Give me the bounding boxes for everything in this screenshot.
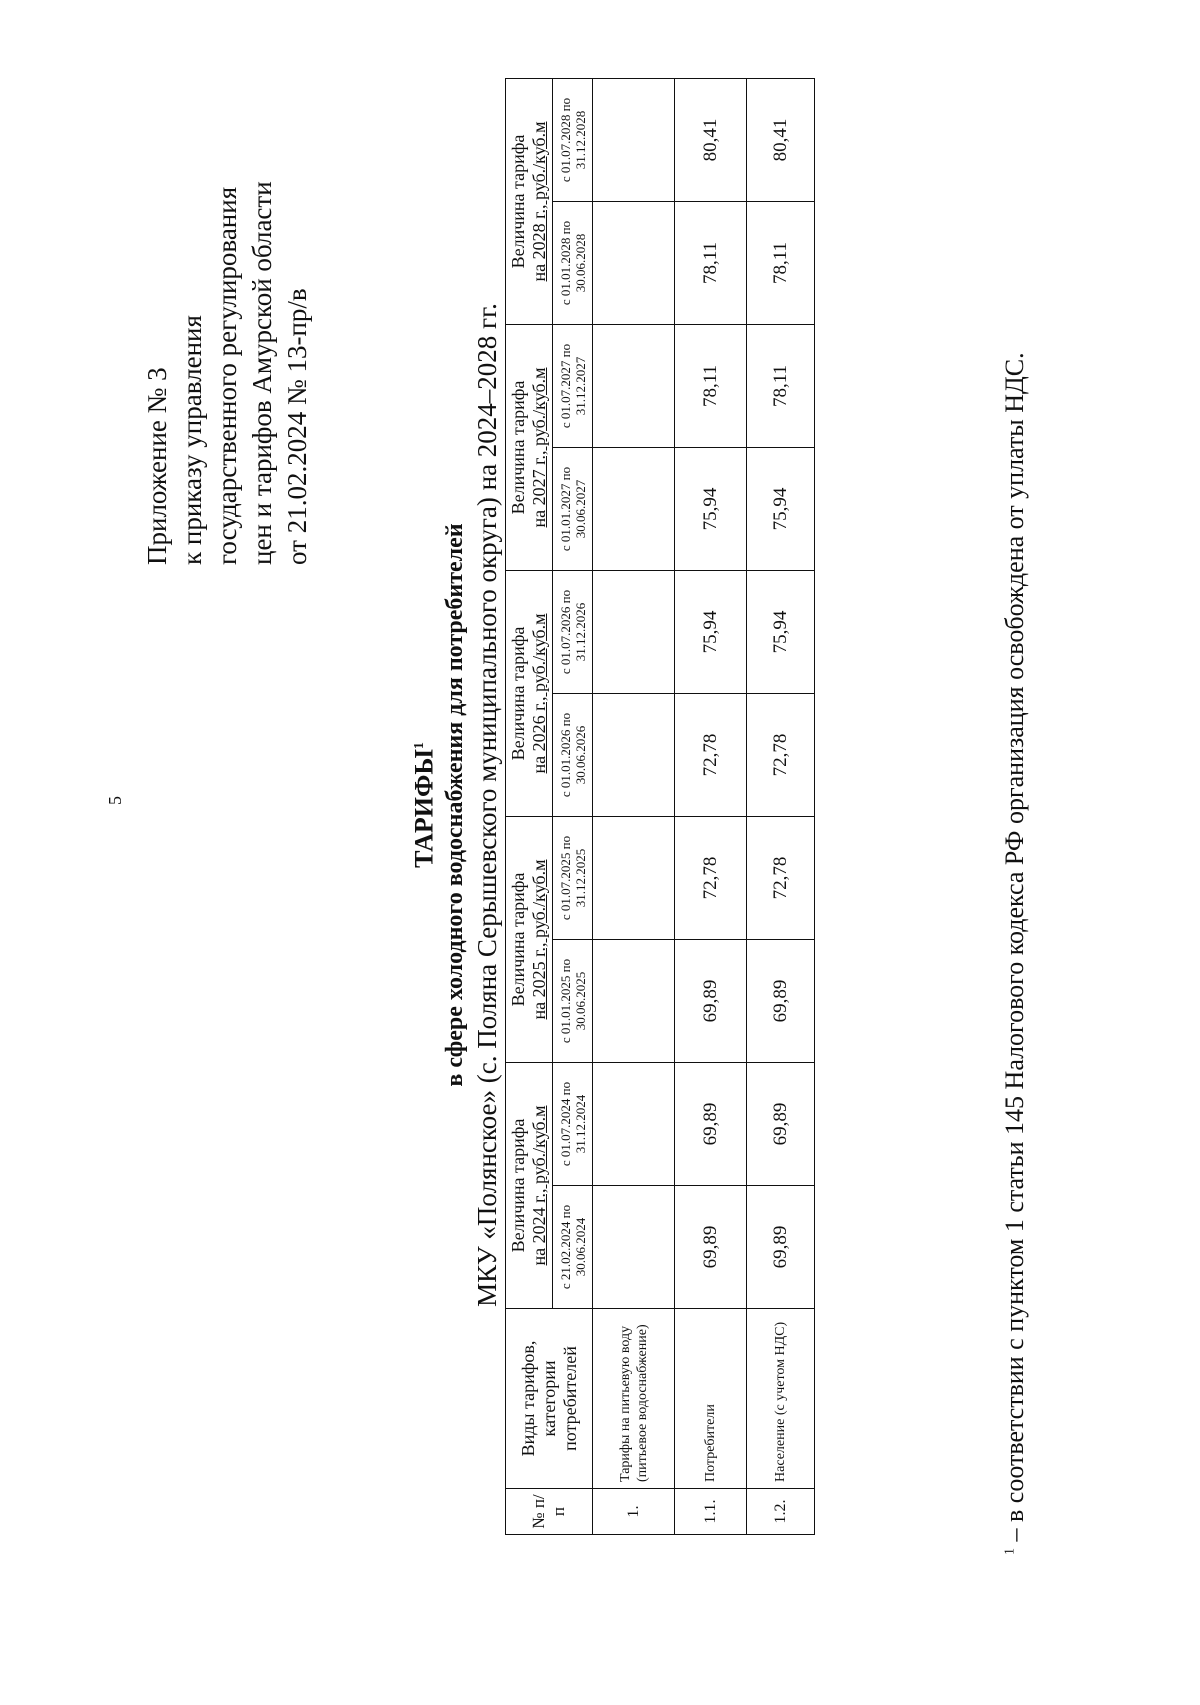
- header-period: с 21.02.2024 по 30.06.2024: [553, 1186, 593, 1309]
- row-value: 72,78: [747, 817, 815, 940]
- row-value: [593, 202, 675, 325]
- row-value: 75,94: [747, 571, 815, 694]
- header-period: с 01.01.2028 по 30.06.2028: [553, 202, 593, 325]
- title-main: [405, 45, 440, 1565]
- row-value: [593, 325, 675, 448]
- approval-line: цен и тарифов Амурской области: [247, 181, 277, 565]
- row-value: [593, 1186, 675, 1309]
- row-value: 78,11: [747, 202, 815, 325]
- header-period: с 01.07.2028 по 31.12.2028: [553, 79, 593, 202]
- row-name: Потребители: [675, 1309, 747, 1489]
- header-period: с 01.01.2026 по 30.06.2026: [553, 694, 593, 817]
- row-value: 72,78: [747, 694, 815, 817]
- page-number: 5: [105, 796, 125, 805]
- header-year-2027: Величина тарифа на 2027 г., руб./куб.м: [506, 325, 553, 571]
- row-number: 1.: [593, 1489, 675, 1535]
- header-num: № п/п: [506, 1489, 593, 1535]
- header-row-years: [506, 79, 553, 1535]
- approval-line: от 21.02.2024 № 13-пр/в: [282, 288, 312, 565]
- row-value: 78,11: [675, 202, 747, 325]
- document-title: [405, 45, 504, 1565]
- header-period: с 01.07.2025 по 31.12.2025: [553, 817, 593, 940]
- row-value: 80,41: [675, 79, 747, 202]
- approval-line: государственного регулирования: [212, 186, 242, 565]
- tariff-table: [505, 78, 815, 1535]
- row-value: 69,89: [747, 940, 815, 1063]
- row-value: 75,94: [675, 448, 747, 571]
- footnote: [1000, 352, 1030, 1555]
- row-value: 80,41: [747, 79, 815, 202]
- row-value: 72,78: [675, 694, 747, 817]
- row-name: Население (с учетом НДС): [747, 1309, 815, 1489]
- title-footnote-mark: 1: [412, 742, 427, 750]
- row-value: [593, 940, 675, 1063]
- approval-block: [140, 181, 315, 565]
- header-period: с 01.07.2027 по 31.12.2027: [553, 325, 593, 448]
- row-value: 69,89: [675, 940, 747, 1063]
- header-year-2024: Величина тарифа на 2024 г., руб./куб.м: [506, 1063, 553, 1309]
- row-value: 72,78: [675, 817, 747, 940]
- row-value: [593, 571, 675, 694]
- row-value: 69,89: [747, 1186, 815, 1309]
- row-value: 75,94: [747, 448, 815, 571]
- title-organization: МКУ «Полянское» (с. Поляна Серышевского муниципального округа) на 2024–2028 гг.: [471, 303, 502, 1307]
- row-value: 69,89: [747, 1063, 815, 1186]
- row-number: 1.1.: [675, 1489, 747, 1535]
- title-text: ТАРИФЫ: [409, 749, 439, 868]
- table-row: [675, 79, 747, 1535]
- header-period: с 01.07.2026 по 31.12.2026: [553, 571, 593, 694]
- header-period: с 01.01.2025 по 30.06.2025: [553, 940, 593, 1063]
- header-year-2026: Величина тарифа на 2026 г., руб./куб.м: [506, 571, 553, 817]
- header-year-2025: Величина тарифа на 2025 г., руб./куб.м: [506, 817, 553, 1063]
- row-value: [593, 817, 675, 940]
- header-period: с 01.01.2027 по 30.06.2027: [553, 448, 593, 571]
- title-subline: в сфере холодного водоснабжения для потребителей: [441, 523, 468, 1087]
- table-row: [593, 79, 675, 1535]
- header-year-2028: Величина тарифа на 2028 г., руб./куб.м: [506, 79, 553, 325]
- row-value: 69,89: [675, 1063, 747, 1186]
- row-value: 75,94: [675, 571, 747, 694]
- approval-line: Приложение № 3: [142, 367, 172, 565]
- row-value: [593, 448, 675, 571]
- row-value: [593, 1063, 675, 1186]
- row-name: Тарифы на питьевую воду (питьевое водоснабжение): [593, 1309, 675, 1489]
- row-value: 78,11: [747, 325, 815, 448]
- row-value: 69,89: [675, 1186, 747, 1309]
- row-value: [593, 79, 675, 202]
- footnote-text: – в соответствии с пунктом 1 статьи 145 Налогового кодекса РФ организация освобождена от уплаты НДС.: [1000, 352, 1029, 1548]
- approval-line: к приказу управления: [177, 315, 207, 565]
- row-value: [593, 694, 675, 817]
- row-value: 78,11: [675, 325, 747, 448]
- header-period: с 01.07.2024 по 31.12.2024: [553, 1063, 593, 1186]
- row-number: 1.2.: [747, 1489, 815, 1535]
- header-type: Виды тарифов, категории потребителей: [506, 1309, 593, 1489]
- table-row: [747, 79, 815, 1535]
- footnote-mark: 1: [1002, 1548, 1018, 1555]
